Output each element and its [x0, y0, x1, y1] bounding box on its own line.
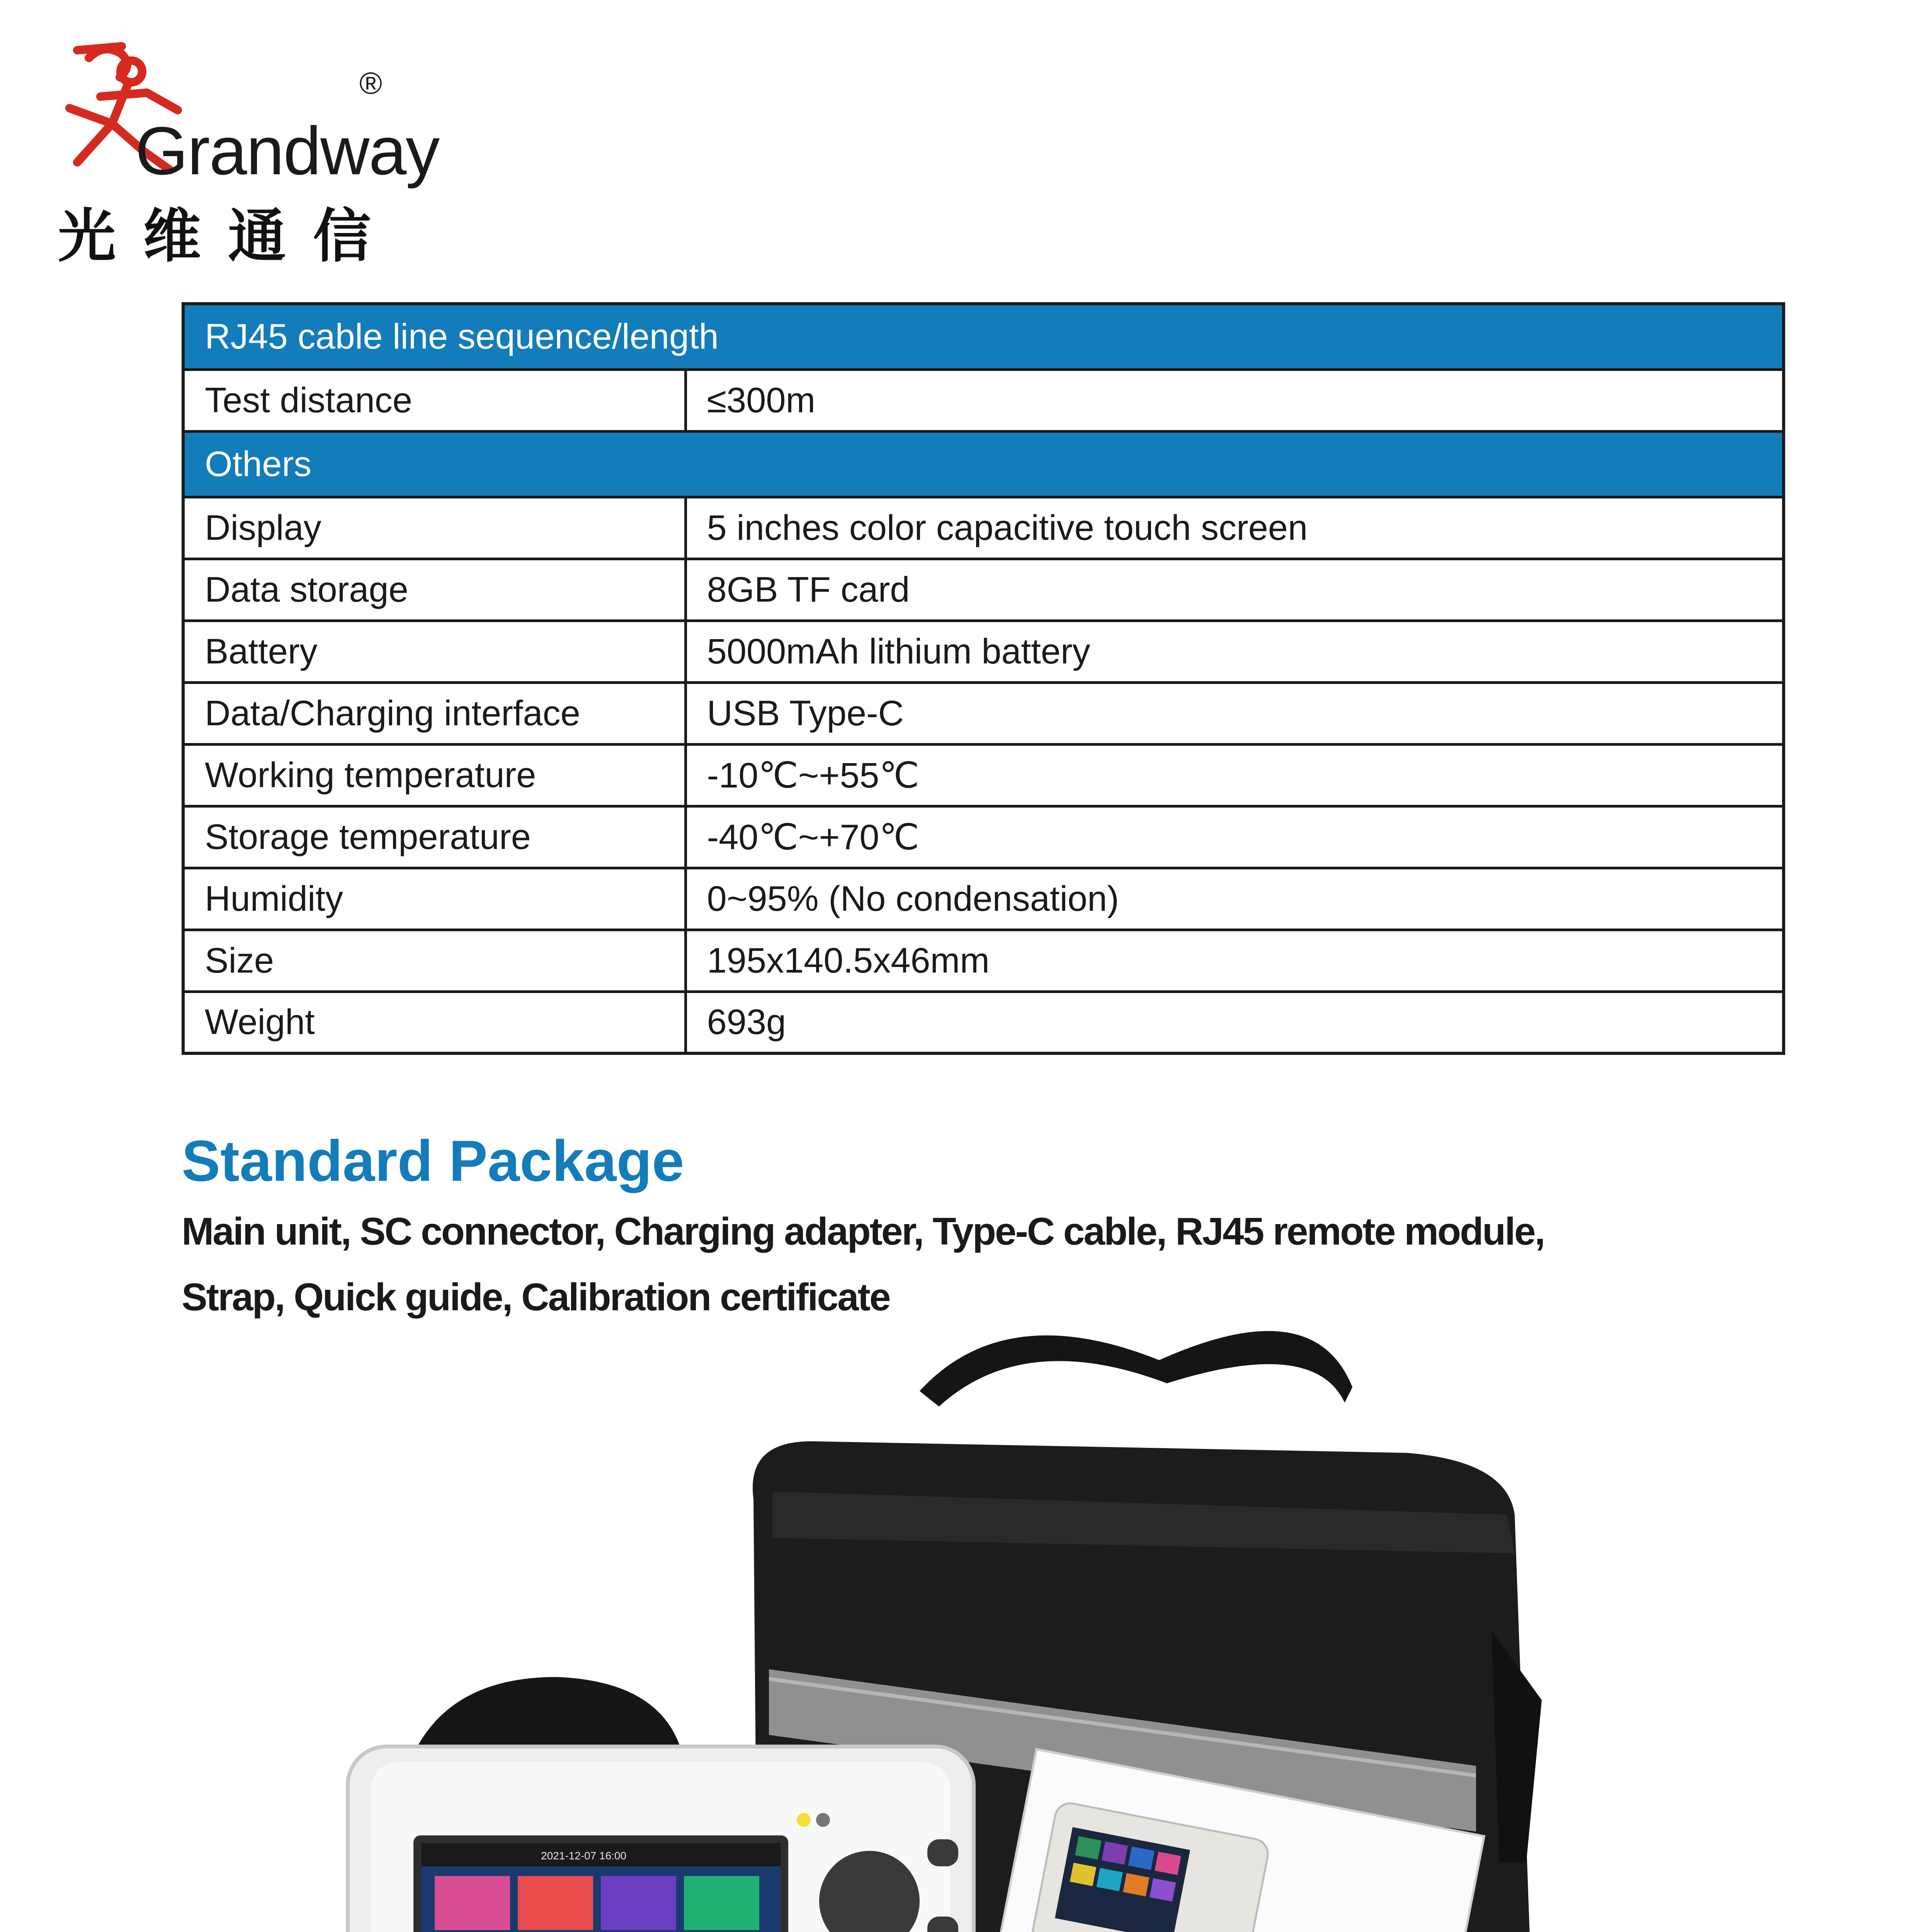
spec-table: [182, 302, 1785, 1055]
spec-label: Battery: [183, 621, 685, 682]
main-unit: [348, 1747, 974, 1932]
grandway-logo: [54, 35, 439, 270]
spec-row: [183, 992, 1784, 1053]
spec-row: [183, 868, 1784, 930]
spec-row: [183, 621, 1784, 682]
spec-row: [183, 930, 1784, 992]
spec-label: Test distance: [183, 369, 685, 431]
spec-value: 8GB TF card: [685, 559, 1784, 621]
spec-value: ≤300m: [685, 369, 1784, 431]
spec-label: Weight: [183, 992, 685, 1053]
section-title: Standard Package: [182, 1128, 684, 1193]
spec-label: Data/Charging interface: [183, 682, 685, 744]
screen-date: 2021-12-07 16:00: [541, 1850, 627, 1862]
spec-row: [183, 369, 1784, 431]
spec-value: 693g: [685, 992, 1784, 1053]
spec-label: Display: [183, 497, 685, 559]
spec-value: 195x140.5x46mm: [685, 930, 1784, 992]
brand-wordmark: Grandway: [135, 113, 439, 189]
spec-value: USB Type-C: [685, 682, 1784, 744]
spec-section-header: [183, 304, 1784, 369]
product-photo: [0, 1314, 1932, 1932]
spec-value: -10℃~+55℃: [685, 744, 1784, 806]
package-contents-line-1: Main unit, SC connector, Charging adapter, Type-C cable, RJ45 remote module,: [182, 1210, 1544, 1253]
spec-value: 5000mAh lithium battery: [685, 621, 1784, 682]
spec-row: [183, 806, 1784, 868]
spec-value: 0~95% (No condensation): [685, 868, 1784, 930]
device-strap: [417, 1677, 680, 1747]
spec-label: Storage temperature: [183, 806, 685, 868]
spec-row: [183, 744, 1784, 806]
spec-row: [183, 497, 1784, 559]
package-contents-line-2: Strap, Quick guide, Calibration certificate: [182, 1276, 890, 1319]
chinese-brand-name: 光维通信: [58, 203, 398, 270]
spec-row: [183, 682, 1784, 744]
spec-label: Working temperature: [183, 744, 685, 806]
spec-row: [183, 559, 1784, 621]
spec-label: Humidity: [183, 868, 685, 930]
spec-label: Size: [183, 930, 685, 992]
spec-section-header: [183, 431, 1784, 497]
registered-mark: ®: [359, 66, 382, 100]
spec-section-label: RJ45 cable line sequence/length: [183, 304, 1784, 369]
spec-section-label: Others: [183, 431, 1784, 497]
spec-label: Data storage: [183, 559, 685, 621]
spec-value: 5 inches color capacitive touch screen: [685, 497, 1784, 559]
spec-value: -40℃~+70℃: [685, 806, 1784, 868]
